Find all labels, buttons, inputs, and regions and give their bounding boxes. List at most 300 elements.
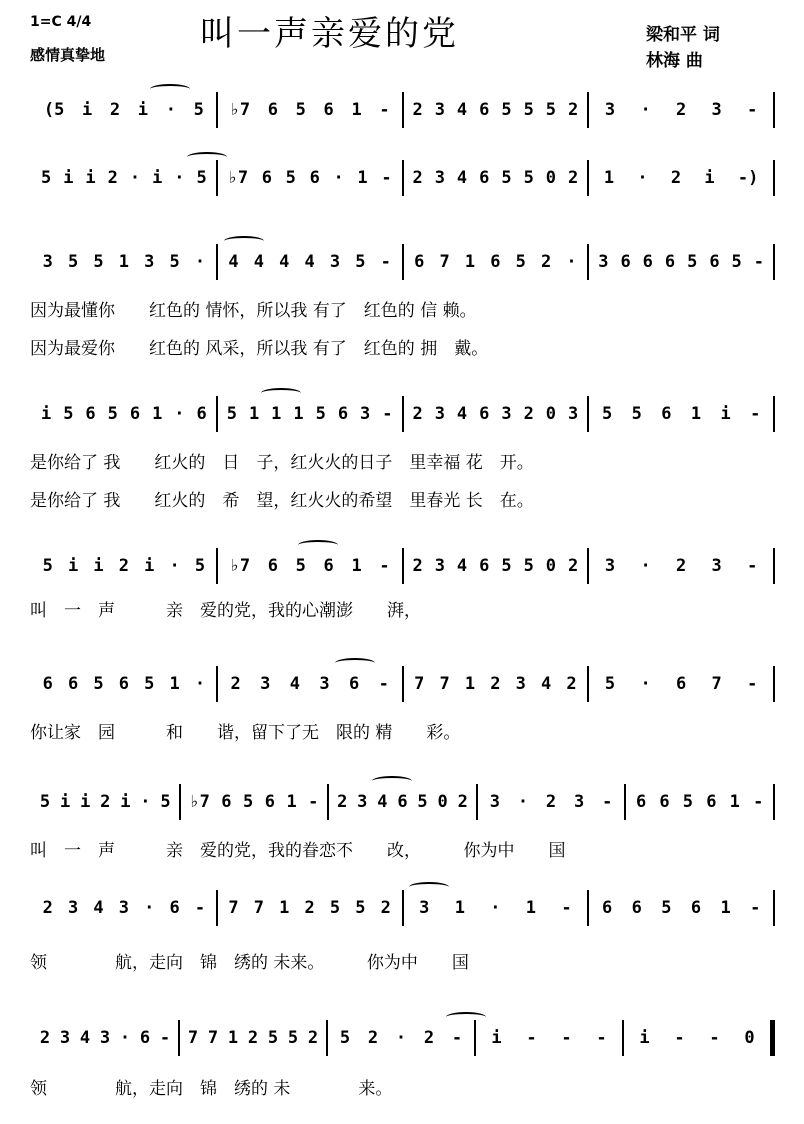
note: · bbox=[140, 792, 151, 812]
note: 6 bbox=[309, 168, 320, 188]
note: 4 bbox=[279, 252, 290, 272]
note: - bbox=[379, 556, 390, 576]
note: 2 bbox=[109, 100, 121, 120]
measure bbox=[328, 1020, 474, 1056]
note: 6 bbox=[42, 674, 53, 694]
note: 5 bbox=[682, 792, 694, 812]
note: 6 bbox=[85, 404, 96, 424]
note: 3 bbox=[711, 100, 722, 120]
note: · bbox=[490, 898, 501, 918]
measure bbox=[32, 784, 179, 820]
note: 5 bbox=[160, 792, 171, 812]
lyric-line: 叫 一 声 亲 爱的党，我的眷恋不 改， 你为中 国 bbox=[30, 841, 566, 861]
note: - bbox=[194, 898, 206, 918]
slur bbox=[261, 388, 301, 398]
note: 7 bbox=[207, 1028, 219, 1048]
note: - bbox=[451, 1028, 463, 1048]
staff-system bbox=[30, 548, 775, 584]
staff-system bbox=[30, 890, 775, 926]
note: i bbox=[144, 556, 155, 576]
note: 5 bbox=[417, 792, 428, 812]
barline bbox=[773, 396, 775, 432]
note: i bbox=[59, 792, 71, 812]
note: 4 bbox=[228, 252, 239, 272]
note: 1 bbox=[357, 168, 368, 188]
note: 3 bbox=[598, 252, 609, 272]
measure bbox=[181, 784, 328, 820]
note: ♭7 bbox=[229, 100, 251, 120]
note: 2 bbox=[423, 1028, 435, 1048]
note: 2 bbox=[457, 792, 468, 812]
note: 6 bbox=[479, 168, 490, 188]
note: 5 bbox=[661, 898, 672, 918]
note: · bbox=[174, 404, 185, 424]
note: - bbox=[753, 252, 765, 272]
note: - bbox=[750, 898, 761, 918]
note: 1 bbox=[720, 898, 731, 918]
barline bbox=[773, 666, 775, 702]
note: 7 bbox=[253, 898, 264, 918]
note: 5 bbox=[196, 168, 207, 188]
note: 5 bbox=[169, 252, 180, 272]
note: 2 bbox=[545, 792, 557, 812]
note: 3 bbox=[434, 168, 445, 188]
measure bbox=[478, 784, 625, 820]
measure bbox=[218, 890, 402, 926]
measure bbox=[589, 396, 773, 432]
note: 6 bbox=[490, 252, 501, 272]
note: · bbox=[640, 674, 651, 694]
note: 3 bbox=[118, 898, 129, 918]
note: i bbox=[491, 1028, 502, 1048]
note: 3 bbox=[604, 100, 616, 120]
note: 6 bbox=[601, 898, 613, 918]
note: 6 bbox=[661, 404, 672, 424]
note: 3 bbox=[144, 252, 155, 272]
note: · bbox=[165, 100, 176, 120]
note: - bbox=[753, 792, 764, 812]
note: · bbox=[194, 674, 206, 694]
lyric-line: 你让家 园 和 谐，留下了无 限的 精 彩。 bbox=[30, 723, 461, 743]
note: i bbox=[67, 556, 79, 576]
note: 2 bbox=[380, 898, 391, 918]
measure bbox=[32, 92, 216, 128]
note: 3 bbox=[59, 1028, 71, 1048]
note: · bbox=[174, 168, 185, 188]
note: i bbox=[93, 556, 104, 576]
lyric-line: 是你给了 我 红火的 日 子，红火火的日子 里幸福 花 开。 bbox=[30, 453, 534, 473]
measure bbox=[329, 784, 476, 820]
note: · bbox=[169, 556, 180, 576]
note: 3 bbox=[67, 898, 79, 918]
note: 2 bbox=[107, 168, 118, 188]
note: i bbox=[80, 792, 91, 812]
measure bbox=[32, 548, 216, 584]
note: 6 bbox=[139, 1028, 151, 1048]
lyric-line: 领 航，走向 锦 绣的 未来。 你为中 国 bbox=[30, 953, 469, 973]
note: i bbox=[85, 168, 96, 188]
measure bbox=[218, 666, 402, 702]
note: 1 bbox=[603, 168, 615, 188]
note: 2 bbox=[490, 674, 501, 694]
note: 2 bbox=[230, 674, 241, 694]
note: (5 bbox=[43, 100, 65, 120]
note: 6 bbox=[118, 674, 129, 694]
note: 4 bbox=[253, 252, 264, 272]
measure bbox=[589, 666, 773, 702]
note: 1 bbox=[169, 674, 180, 694]
measure bbox=[404, 244, 588, 280]
slur bbox=[187, 152, 227, 162]
note: 1 bbox=[351, 100, 362, 120]
note: 2 bbox=[675, 556, 687, 576]
measure bbox=[32, 890, 216, 926]
lyric-line: 因为最爱你 红色的 风采，所以我 有了 红色的 拥 戴。 bbox=[30, 339, 489, 359]
note: 6 bbox=[323, 556, 334, 576]
note: 6 bbox=[348, 674, 360, 694]
note: · bbox=[333, 168, 344, 188]
measure bbox=[404, 92, 588, 128]
note: - bbox=[709, 1028, 720, 1048]
measure bbox=[624, 1020, 770, 1056]
measure bbox=[180, 1020, 326, 1056]
note: 5 bbox=[193, 100, 204, 120]
note: 1 bbox=[351, 556, 362, 576]
note: i bbox=[40, 404, 52, 424]
note: i bbox=[63, 168, 74, 188]
note: 5 bbox=[295, 100, 306, 120]
staff-system bbox=[30, 666, 775, 702]
note: 6 bbox=[196, 404, 207, 424]
note: 0 bbox=[545, 404, 557, 424]
note: 1 bbox=[525, 898, 537, 918]
measure bbox=[32, 666, 216, 702]
note: 4 bbox=[456, 404, 468, 424]
note: 2 bbox=[568, 556, 579, 576]
note: 1 bbox=[279, 898, 290, 918]
note: 2 bbox=[523, 404, 534, 424]
note: 2 bbox=[675, 100, 687, 120]
note: 6 bbox=[479, 556, 490, 576]
barline bbox=[773, 784, 775, 820]
note: 6 bbox=[675, 674, 687, 694]
note: 5 bbox=[631, 404, 642, 424]
note: 3 bbox=[260, 674, 271, 694]
measure bbox=[589, 890, 773, 926]
note: 6 bbox=[264, 792, 275, 812]
note: 5 bbox=[107, 404, 118, 424]
note: 0 bbox=[744, 1028, 755, 1048]
note: · bbox=[640, 556, 651, 576]
measure bbox=[626, 784, 773, 820]
note: 4 bbox=[304, 252, 315, 272]
note: 2 bbox=[304, 898, 315, 918]
slur bbox=[335, 658, 375, 668]
note: 4 bbox=[456, 100, 468, 120]
note: 3 bbox=[360, 404, 371, 424]
note: 2 bbox=[412, 100, 423, 120]
note: 5 bbox=[93, 252, 104, 272]
lyric-line: 是你给了 我 红火的 希 望，红火火的希望 里春光 长 在。 bbox=[30, 491, 534, 511]
slur bbox=[372, 776, 412, 786]
barline bbox=[770, 1020, 775, 1056]
note: 1 bbox=[454, 898, 465, 918]
note: - bbox=[159, 1028, 171, 1048]
measure bbox=[476, 1020, 622, 1056]
note: - bbox=[561, 1028, 572, 1048]
note: 7 bbox=[711, 674, 722, 694]
note: 3 bbox=[329, 252, 341, 272]
note: - bbox=[674, 1028, 685, 1048]
note: - bbox=[561, 898, 572, 918]
note: 1 bbox=[464, 674, 476, 694]
note: 5 bbox=[545, 100, 557, 120]
measure bbox=[32, 396, 216, 432]
measure bbox=[589, 92, 773, 128]
note: 1 bbox=[227, 1028, 239, 1048]
note: - bbox=[382, 404, 393, 424]
note: 1 bbox=[248, 404, 260, 424]
note: 2 bbox=[100, 792, 111, 812]
note: 2 bbox=[118, 556, 129, 576]
lyricist-credit: 梁和平 词 bbox=[646, 25, 720, 45]
note: 5 bbox=[604, 674, 616, 694]
note: 6 bbox=[397, 792, 408, 812]
note: 2 bbox=[412, 556, 423, 576]
staff-system bbox=[30, 160, 775, 196]
note: 5 bbox=[355, 252, 366, 272]
note: - bbox=[747, 100, 758, 120]
barline bbox=[773, 890, 775, 926]
slur bbox=[224, 236, 264, 246]
note: 5 bbox=[315, 404, 326, 424]
note: 3 bbox=[489, 792, 500, 812]
note: 6 bbox=[706, 792, 717, 812]
note: 6 bbox=[414, 252, 425, 272]
note: 2 bbox=[39, 1028, 51, 1048]
note: 2 bbox=[412, 168, 423, 188]
measure bbox=[218, 396, 402, 432]
staff-system bbox=[30, 784, 775, 820]
note: 1 bbox=[152, 404, 163, 424]
note: 6 bbox=[169, 898, 180, 918]
note: i bbox=[639, 1028, 650, 1048]
note: · bbox=[637, 168, 648, 188]
lyric-line: 领 航，走向 锦 绣的 未 来。 bbox=[30, 1079, 393, 1099]
note: - bbox=[381, 168, 392, 188]
note: 5 bbox=[515, 252, 526, 272]
measure bbox=[218, 548, 402, 584]
note: 5 bbox=[40, 168, 52, 188]
slur bbox=[298, 540, 338, 550]
note: 5 bbox=[523, 100, 534, 120]
note: - bbox=[379, 100, 390, 120]
note: 2 bbox=[568, 100, 579, 120]
note: · bbox=[640, 100, 651, 120]
note: 3 bbox=[42, 252, 53, 272]
staff-system bbox=[30, 1020, 775, 1056]
barline bbox=[773, 160, 775, 196]
note: 6 bbox=[620, 252, 631, 272]
staff-system bbox=[30, 396, 775, 432]
note: · bbox=[129, 168, 141, 188]
note: 6 bbox=[631, 898, 642, 918]
note: 5 bbox=[687, 252, 698, 272]
note: 7 bbox=[439, 252, 450, 272]
note: 5 bbox=[329, 898, 341, 918]
note: 3 bbox=[515, 674, 526, 694]
note: 2 bbox=[568, 168, 579, 188]
note: · bbox=[517, 792, 529, 812]
note: i bbox=[120, 792, 131, 812]
note: 6 bbox=[337, 404, 349, 424]
note: 5 bbox=[93, 674, 104, 694]
note: 1 bbox=[271, 404, 282, 424]
note: i bbox=[137, 100, 149, 120]
note: 5 bbox=[601, 404, 613, 424]
note: - bbox=[308, 792, 319, 812]
measure bbox=[32, 1020, 178, 1056]
note: 2 bbox=[367, 1028, 379, 1048]
note: 5 bbox=[339, 1028, 351, 1048]
note: 6 bbox=[129, 404, 141, 424]
measure bbox=[218, 244, 402, 280]
note: 6 bbox=[267, 100, 278, 120]
note: - bbox=[747, 556, 758, 576]
key-signature: 1=C 4/4 bbox=[30, 14, 92, 30]
note: -) bbox=[737, 168, 759, 188]
note: 5 bbox=[501, 168, 512, 188]
lyric-line: 叫 一 声 亲 爱的党，我的心潮澎 湃， bbox=[30, 601, 421, 621]
barline bbox=[773, 548, 775, 584]
note: 3 bbox=[319, 674, 330, 694]
note: 2 bbox=[247, 1028, 259, 1048]
note: 3 bbox=[99, 1028, 111, 1048]
measure bbox=[404, 548, 588, 584]
note: 6 bbox=[67, 674, 79, 694]
note: 2 bbox=[307, 1028, 319, 1048]
note: 6 bbox=[709, 252, 720, 272]
note: 4 bbox=[79, 1028, 91, 1048]
measure bbox=[404, 396, 588, 432]
note: 7 bbox=[187, 1028, 199, 1048]
measure bbox=[404, 890, 588, 926]
note: 2 bbox=[566, 674, 577, 694]
note: 6 bbox=[690, 898, 702, 918]
measure bbox=[589, 244, 773, 280]
slur bbox=[446, 1012, 486, 1022]
note: 6 bbox=[659, 792, 670, 812]
measure bbox=[589, 160, 773, 196]
note: · bbox=[194, 252, 206, 272]
note: 6 bbox=[642, 252, 653, 272]
note: 7 bbox=[228, 898, 239, 918]
note: 0 bbox=[545, 556, 557, 576]
measure bbox=[218, 92, 402, 128]
note: 5 bbox=[501, 556, 512, 576]
note: 1 bbox=[690, 404, 702, 424]
note: 5 bbox=[226, 404, 237, 424]
staff-system bbox=[30, 244, 775, 280]
note: 4 bbox=[541, 674, 552, 694]
note: i bbox=[704, 168, 715, 188]
note: · bbox=[566, 252, 577, 272]
note: ♭7 bbox=[227, 168, 249, 188]
note: i bbox=[152, 168, 163, 188]
note: 0 bbox=[545, 168, 557, 188]
note: 5 bbox=[295, 556, 306, 576]
note: 5 bbox=[523, 556, 534, 576]
note: 1 bbox=[293, 404, 304, 424]
measure bbox=[589, 548, 773, 584]
note: - bbox=[747, 674, 758, 694]
note: 0 bbox=[437, 792, 448, 812]
slur bbox=[409, 882, 449, 892]
note: 5 bbox=[194, 556, 206, 576]
note: 3 bbox=[574, 792, 585, 812]
note: 3 bbox=[357, 792, 368, 812]
barline bbox=[773, 92, 775, 128]
note: 6 bbox=[664, 252, 676, 272]
note: 7 bbox=[414, 674, 425, 694]
note: 6 bbox=[479, 404, 490, 424]
note: 4 bbox=[456, 556, 468, 576]
note: 4 bbox=[456, 168, 468, 188]
note: 3 bbox=[434, 556, 445, 576]
note: i bbox=[81, 100, 93, 120]
note: 1 bbox=[118, 252, 129, 272]
note: 3 bbox=[501, 404, 512, 424]
note: 1 bbox=[464, 252, 476, 272]
note: 2 bbox=[541, 252, 552, 272]
note: 5 bbox=[731, 252, 742, 272]
lyric-line: 因为最懂你 红色的 情怀，所以我 有了 红色的 信 赖。 bbox=[30, 301, 477, 321]
note: - bbox=[596, 1028, 607, 1048]
note: 4 bbox=[289, 674, 300, 694]
barline bbox=[773, 244, 775, 280]
note: - bbox=[380, 252, 391, 272]
note: 5 bbox=[501, 100, 512, 120]
note: 5 bbox=[287, 1028, 299, 1048]
note: 3 bbox=[419, 898, 430, 918]
note: 6 bbox=[323, 100, 334, 120]
note: 3 bbox=[434, 404, 445, 424]
note: 6 bbox=[635, 792, 647, 812]
note: 2 bbox=[337, 792, 348, 812]
note: 1 bbox=[286, 792, 297, 812]
note: 2 bbox=[412, 404, 423, 424]
note: 3 bbox=[604, 556, 616, 576]
note: 5 bbox=[243, 792, 254, 812]
note: 5 bbox=[39, 792, 51, 812]
note: 3 bbox=[434, 100, 445, 120]
note: 6 bbox=[261, 168, 272, 188]
slur bbox=[150, 84, 190, 94]
note: 5 bbox=[267, 1028, 279, 1048]
page-title: 叫一声亲爱的党 bbox=[200, 14, 459, 54]
measure bbox=[218, 160, 402, 196]
note: ♭7 bbox=[229, 556, 251, 576]
note: 4 bbox=[93, 898, 104, 918]
note: 5 bbox=[355, 898, 366, 918]
note: 4 bbox=[377, 792, 388, 812]
note: · bbox=[395, 1028, 407, 1048]
note: 5 bbox=[42, 556, 53, 576]
note: 6 bbox=[479, 100, 490, 120]
note: - bbox=[526, 1028, 537, 1048]
note: - bbox=[750, 404, 761, 424]
measure bbox=[404, 666, 588, 702]
